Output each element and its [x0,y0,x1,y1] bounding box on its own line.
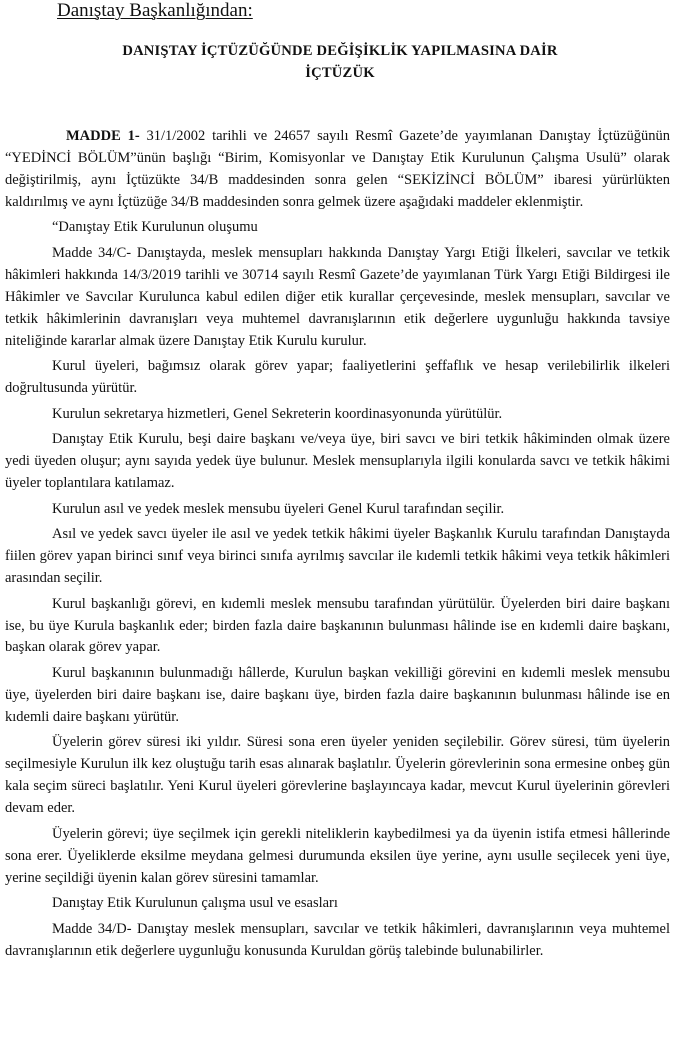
article-1-text: 31/1/2002 tarihli ve 24657 sayılı Resmî Gazete’de yayımlanan Danıştay İçtüzüğünün “YEDİNCİ BÖLÜM”ünün başlığı “Birim, Komisyonlar ve Danıştay Etik Kurulunun Çalışma Usulü” olarak değiştirilmiş, aynı İçtüzükte 34/B maddesinden sonra gelen “SEKİZİNCİ BÖLÜM” ibaresi yürürlükten kaldırılmış ve aynı İçtüzüğe 34/B maddesinden sonra gelmek üzere aşağıdaki maddeler eklenmiştir. [5,128,671,210]
article-34d-paragraph: Madde 34/D- Danıştay meslek mensupları, savcılar ve tetkik hâkimleri, davranışlarının veya muhtemel davranışlarının etik değerlere uygunluğu konusunda Kuruldan görüş talebinde bulunabilirler. [5,920,670,959]
article-1-label: MADDE 1- [66,128,140,144]
body-paragraph: Kurul başkanının bulunmadığı hâllerde, Kurulun başkan vekilliği görevini en kıdemli meslek mensubu üye, üyelerden biri daire başkanı ise, daire başkanı üye, birden fazla daire başkanının bulunması hâlinde ise en kıdemli daire başkanı yürütür. [5,665,670,725]
body-paragraph: Danıştay Etik Kurulu, beşi daire başkanı ve/veya üye, biri savcı ve biri tetkik hâkiminden olmak üzere yedi üyeden oluşur; aynı sayıda yedek üye bulunur. Meslek mensuplarıyla ilgili konularda savcı ve tetkik hâkimi üyeler toplantılara katılamaz. [5,431,670,492]
section-heading-formation: “Danıştay Etik Kurulunun oluşumu [52,219,258,236]
article-1-paragraph [5,126,670,214]
body-paragraph: Üyelerin görev süresi iki yıldır. Süresi sona eren üyeler yeniden seçilebilir. Görev süresi, tüm üyelerin seçilmesiyle Kurulun ilk kez oluştuğu tarih esas alınarak başlatılır. Üyelerin görevlerinin sona ermesine onbeş gün kala seçim süreci başlatılır. Yeni Kurul üyeleri görevlerine başlayıncaya kadar, mevcut Kurul üyelerinin görevleri devam eder. [5,734,670,817]
article-34c-paragraph: Madde 34/C- Danıştayda, meslek mensupları hakkında Danıştay Yargı Etiği İlkeleri, savcılar ve tetkik hâkimleri hakkında 14/3/2019 tarihli ve 30714 sayılı Resmî Gazete’de yayımlanan Türk Yargı Etiği Bildirgesi ile Hâkimler ve Savcılar Kurulunca kabul edilen diğer etik kurallar çerçevesinde, meslek mensupları, savcılar ve tetkik hâkimlerinin davranışları veya muhtemel davranışlarının etik değerlere uygunluğu hakkında tavsiye niteliğinde kararlar almak üzere Danıştay Etik Kurulu kurulur. [5,244,670,349]
issuer-heading: Danıştay Başkanlığından: [57,0,253,21]
body-paragraph: Kurul üyeleri, bağımsız olarak görev yapar; faaliyetlerini şeffaflık ve hesap verilebilirlik ilkeleri doğrultusunda yürütür. [5,358,670,397]
body-paragraph: Kurulun sekretarya hizmetleri, Genel Sekreterin koordinasyonunda yürütülür. [52,405,503,422]
regulation-title-line-1: DANIŞTAY İÇTÜZÜĞÜNDE DEĞİŞİKLİK YAPILMASINA DAİR [122,43,558,59]
section-heading-procedures: Danıştay Etik Kurulunun çalışma usul ve esasları [52,895,338,912]
document-body [5,126,670,966]
body-paragraph: Kurulun asıl ve yedek meslek mensubu üyeleri Genel Kurul tarafından seçilir. [52,500,505,517]
body-paragraph: Üyelerin görevi; üye seçilmek için gerekli niteliklerin kaybedilmesi ya da üyenin istifa etmesi hâllerinde sona erer. Üyeliklerde eksilme meydana gelmesi durumunda eksilen üye yerine, aynı usulle seçilecek yeni üye, yerine seçildiği üyenin kalan görev süresini tamamlar. [5,825,670,886]
regulation-title-line-2: İÇTÜZÜK [305,65,375,81]
body-paragraph: Kurul başkanlığı görevi, en kıdemli meslek mensubu tarafından yürütülür. Üyelerden biri daire başkanı ise, bu üye Kurula başkanlık eder; birden fazla daire başkanının bulunması hâlinde ise en kıdemli daire başkanı, başkan olarak görev yapar. [5,595,670,656]
body-paragraph: Asıl ve yedek savcı üyeler ile asıl ve yedek tetkik hâkimi üyeler Başkanlık Kurulu tarafından Danıştayda fiilen görev yapan birinci sınıf veya birinci sınıfa ayrılmış savcılar ile kıdemli tetkik hâkimi veya tetkik hâkimleri arasından seçilir. [5,526,670,587]
